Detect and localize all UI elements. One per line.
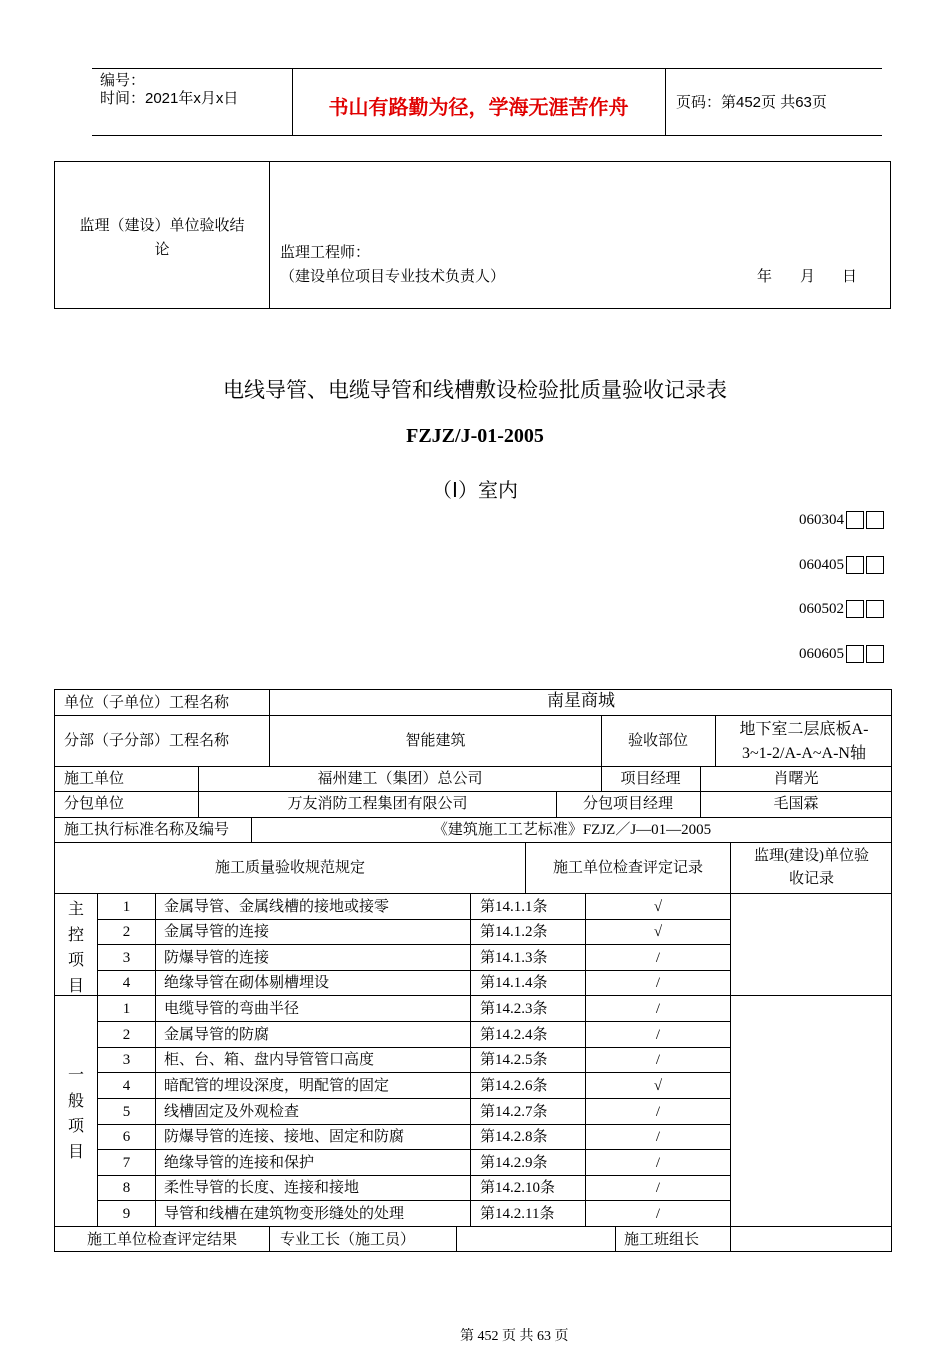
group-label-char: 项: [67, 1118, 84, 1135]
result-label: 施工单位检查评定结果: [86, 1232, 237, 1248]
col-rule: [470, 893, 471, 1226]
supervision-label: [55, 214, 269, 262]
item-no: 5: [122, 1104, 131, 1120]
checkbox[interactable]: [846, 511, 864, 529]
row-rule: [97, 1200, 730, 1201]
row-rule: [54, 715, 892, 716]
row-rule: [54, 995, 892, 996]
item-name: 金属导管、金属线槽的接地或接零: [164, 899, 390, 915]
code-value: 060605: [799, 646, 844, 662]
item-clause: 第14.2.5条: [480, 1052, 548, 1068]
group-label-char: 目: [67, 977, 84, 995]
item-result: √: [653, 899, 663, 915]
row-rule: [54, 1226, 892, 1227]
row-rule: [54, 842, 892, 843]
supervision-header-line2: 收记录: [788, 871, 834, 887]
row-rule: [97, 1072, 730, 1073]
item-clause: 第14.1.4条: [480, 975, 548, 991]
item-name: 防爆导管的连接、接地、固定和防腐: [164, 1129, 405, 1145]
supervision-engineer: 监理工程师：: [280, 245, 371, 261]
checkbox[interactable]: [866, 600, 884, 618]
checkbox[interactable]: [846, 600, 864, 618]
sub-manager-label: 分包项目经理: [582, 796, 673, 812]
col-rule: [456, 1226, 457, 1252]
subcontractor-label: 分包单位: [64, 796, 125, 812]
row-rule: [97, 1047, 730, 1048]
item-clause: 第14.1.2条: [480, 924, 548, 940]
item-result: /: [655, 1104, 661, 1120]
item-result: /: [655, 1052, 661, 1068]
item-clause: 第14.2.3条: [480, 1001, 548, 1017]
standard-value: 《建筑施工工艺标准》FZJZ／J—01—2005: [432, 822, 712, 838]
group-label-char: 主: [67, 901, 84, 918]
row-rule: [97, 1149, 730, 1150]
item-no: 8: [122, 1180, 131, 1196]
owner-rep: （建设单位项目专业技术负责人）: [280, 269, 506, 285]
supervision-header-line1: 监理(建设)单位验: [754, 848, 869, 864]
item-result: /: [655, 1206, 661, 1222]
manager-label: 项目经理: [620, 771, 681, 787]
row-rule: [97, 1098, 730, 1099]
team-leader-label: 施工班组长: [624, 1232, 700, 1248]
contractor-value: 福州建工（集团）总公司: [317, 771, 483, 787]
date-day: 日: [842, 269, 858, 285]
item-result: √: [653, 924, 663, 940]
main-control-group-label: [55, 897, 97, 999]
row-rule: [54, 791, 892, 792]
item-result: /: [655, 1180, 661, 1196]
checkbox[interactable]: [846, 556, 864, 574]
code-value: 060405: [799, 557, 844, 573]
page-code: 页码：第452页 共63页: [676, 94, 827, 111]
supervision-column-header: [731, 845, 892, 891]
item-result: /: [655, 1001, 661, 1017]
item-no: 2: [122, 924, 131, 940]
number-label: 编号：: [100, 72, 146, 89]
item-result: /: [655, 1155, 661, 1171]
code-value: 060502: [799, 601, 844, 617]
code-row: [799, 645, 884, 663]
item-no: 2: [122, 1027, 131, 1043]
row-rule: [97, 944, 730, 945]
group-label-char: 一: [67, 1067, 84, 1084]
code-row: [799, 511, 884, 529]
row-rule: [54, 766, 892, 767]
check-column-header: 施工单位检查评定记录: [552, 860, 703, 876]
sub-manager-value: 毛国霖: [773, 796, 819, 812]
location-label: 验收部位: [627, 733, 688, 749]
form-code: FZJZ/J-01-2005: [406, 425, 544, 447]
header-bottom-rule: [92, 135, 882, 136]
general-group-label: [55, 1063, 97, 1165]
item-clause: 第14.2.8条: [480, 1129, 548, 1145]
item-result: /: [655, 950, 661, 966]
item-result: /: [655, 1027, 661, 1043]
item-no: 3: [122, 1052, 131, 1068]
item-result: /: [655, 975, 661, 991]
spec-column-header: 施工质量验收规范规定: [214, 860, 365, 876]
sub-project-label: 分部（子分部）工程名称: [64, 733, 230, 749]
supervision-label-line1: 监理（建设）单位验收结: [79, 218, 245, 234]
item-name: 金属导管的连接: [164, 924, 270, 940]
code-value: 060304: [799, 512, 844, 528]
group-label-char: 目: [67, 1143, 84, 1161]
item-clause: 第14.2.11条: [480, 1206, 555, 1222]
motto: 书山有路勤为径，学海无涯苦作舟: [328, 95, 629, 119]
row-rule: [97, 919, 730, 920]
location-value: [716, 718, 892, 766]
page-footer: 第 452 页 共 63 页: [460, 1329, 569, 1344]
item-no: 7: [122, 1155, 131, 1171]
group-label-char: 控: [67, 926, 84, 944]
item-no: 1: [122, 899, 131, 915]
item-name: 防爆导管的连接: [164, 950, 270, 966]
date-year: 年: [757, 269, 773, 285]
item-clause: 第14.2.9条: [480, 1155, 548, 1171]
manager-value: 肖曙光: [773, 771, 819, 787]
row-rule: [54, 893, 892, 894]
contractor-label: 施工单位: [64, 771, 125, 787]
item-no: 1: [122, 1001, 131, 1017]
item-no: 9: [122, 1206, 131, 1222]
group-label-char: 项: [67, 952, 84, 969]
location-line2: 3~1-2/A-A~A-N轴: [742, 745, 866, 762]
item-clause: 第14.1.3条: [480, 950, 548, 966]
row-rule: [97, 970, 730, 971]
item-name: 金属导管的防腐: [164, 1027, 270, 1043]
checkbox[interactable]: [866, 511, 884, 529]
checkbox[interactable]: [866, 645, 884, 663]
checkbox[interactable]: [846, 645, 864, 663]
item-clause: 第14.2.10条: [480, 1180, 556, 1196]
item-clause: 第14.2.6条: [480, 1078, 548, 1094]
item-no: 4: [122, 1078, 131, 1094]
col-rule: [730, 893, 731, 1226]
item-clause: 第14.1.1条: [480, 899, 548, 915]
item-name: 绝缘导管的连接和保护: [164, 1155, 315, 1171]
item-name: 暗配管的埋设深度，明配管的固定: [164, 1078, 390, 1094]
subcontractor-value: 万友消防工程集团有限公司: [287, 796, 468, 812]
item-name: 导管和线槽在建筑物变形缝处的处理: [164, 1206, 405, 1222]
header-top-rule: [92, 68, 882, 69]
item-no: 4: [122, 975, 131, 991]
item-name: 绝缘导管在砌体剔槽埋设: [164, 975, 330, 991]
item-no: 6: [122, 1129, 131, 1145]
item-name: 柔性导管的长度、连接和接地: [164, 1180, 360, 1196]
checkbox[interactable]: [866, 556, 884, 574]
col-rule: [155, 893, 156, 1226]
sub-project-value: 智能建筑: [405, 733, 466, 749]
date-month: 月: [800, 269, 816, 285]
item-result: /: [655, 1129, 661, 1145]
standard-label: 施工执行标准名称及编号: [64, 822, 230, 838]
item-no: 3: [122, 950, 131, 966]
item-clause: 第14.2.7条: [480, 1104, 548, 1120]
col-rule: [269, 1226, 270, 1252]
row-rule: [97, 1124, 730, 1125]
header-divider: [665, 68, 666, 135]
row-rule: [54, 817, 892, 818]
group-label-char: 般: [67, 1092, 84, 1110]
col-rule: [730, 1226, 731, 1252]
row-rule: [97, 1021, 730, 1022]
location-line1: 地下室二层底板A-: [739, 721, 869, 738]
item-name: 电缆导管的弯曲半径: [164, 1001, 300, 1017]
item-result: √: [653, 1078, 663, 1094]
subtitle: （Ⅰ）室内: [432, 480, 518, 502]
foreman-label: 专业工长（施工员）: [280, 1232, 416, 1248]
item-name: 柜、台、箱、盘内导管管口高度: [164, 1052, 375, 1068]
unit-project-value: 南星商城: [547, 691, 615, 710]
unit-project-label: 单位（子单位）工程名称: [64, 695, 230, 711]
code-row: [799, 600, 884, 618]
supervision-divider: [269, 161, 270, 309]
time-label: 时间：2021年x月x日: [100, 90, 239, 107]
item-clause: 第14.2.4条: [480, 1027, 548, 1043]
supervision-label-line2: 论: [154, 242, 170, 258]
item-name: 线槽固定及外观检查: [164, 1104, 300, 1120]
code-row: [799, 556, 884, 574]
col-rule: [615, 1226, 616, 1252]
row-rule: [97, 1175, 730, 1176]
page-title: 电线导管、电缆导管和线槽敷设检验批质量验收记录表: [223, 379, 727, 402]
